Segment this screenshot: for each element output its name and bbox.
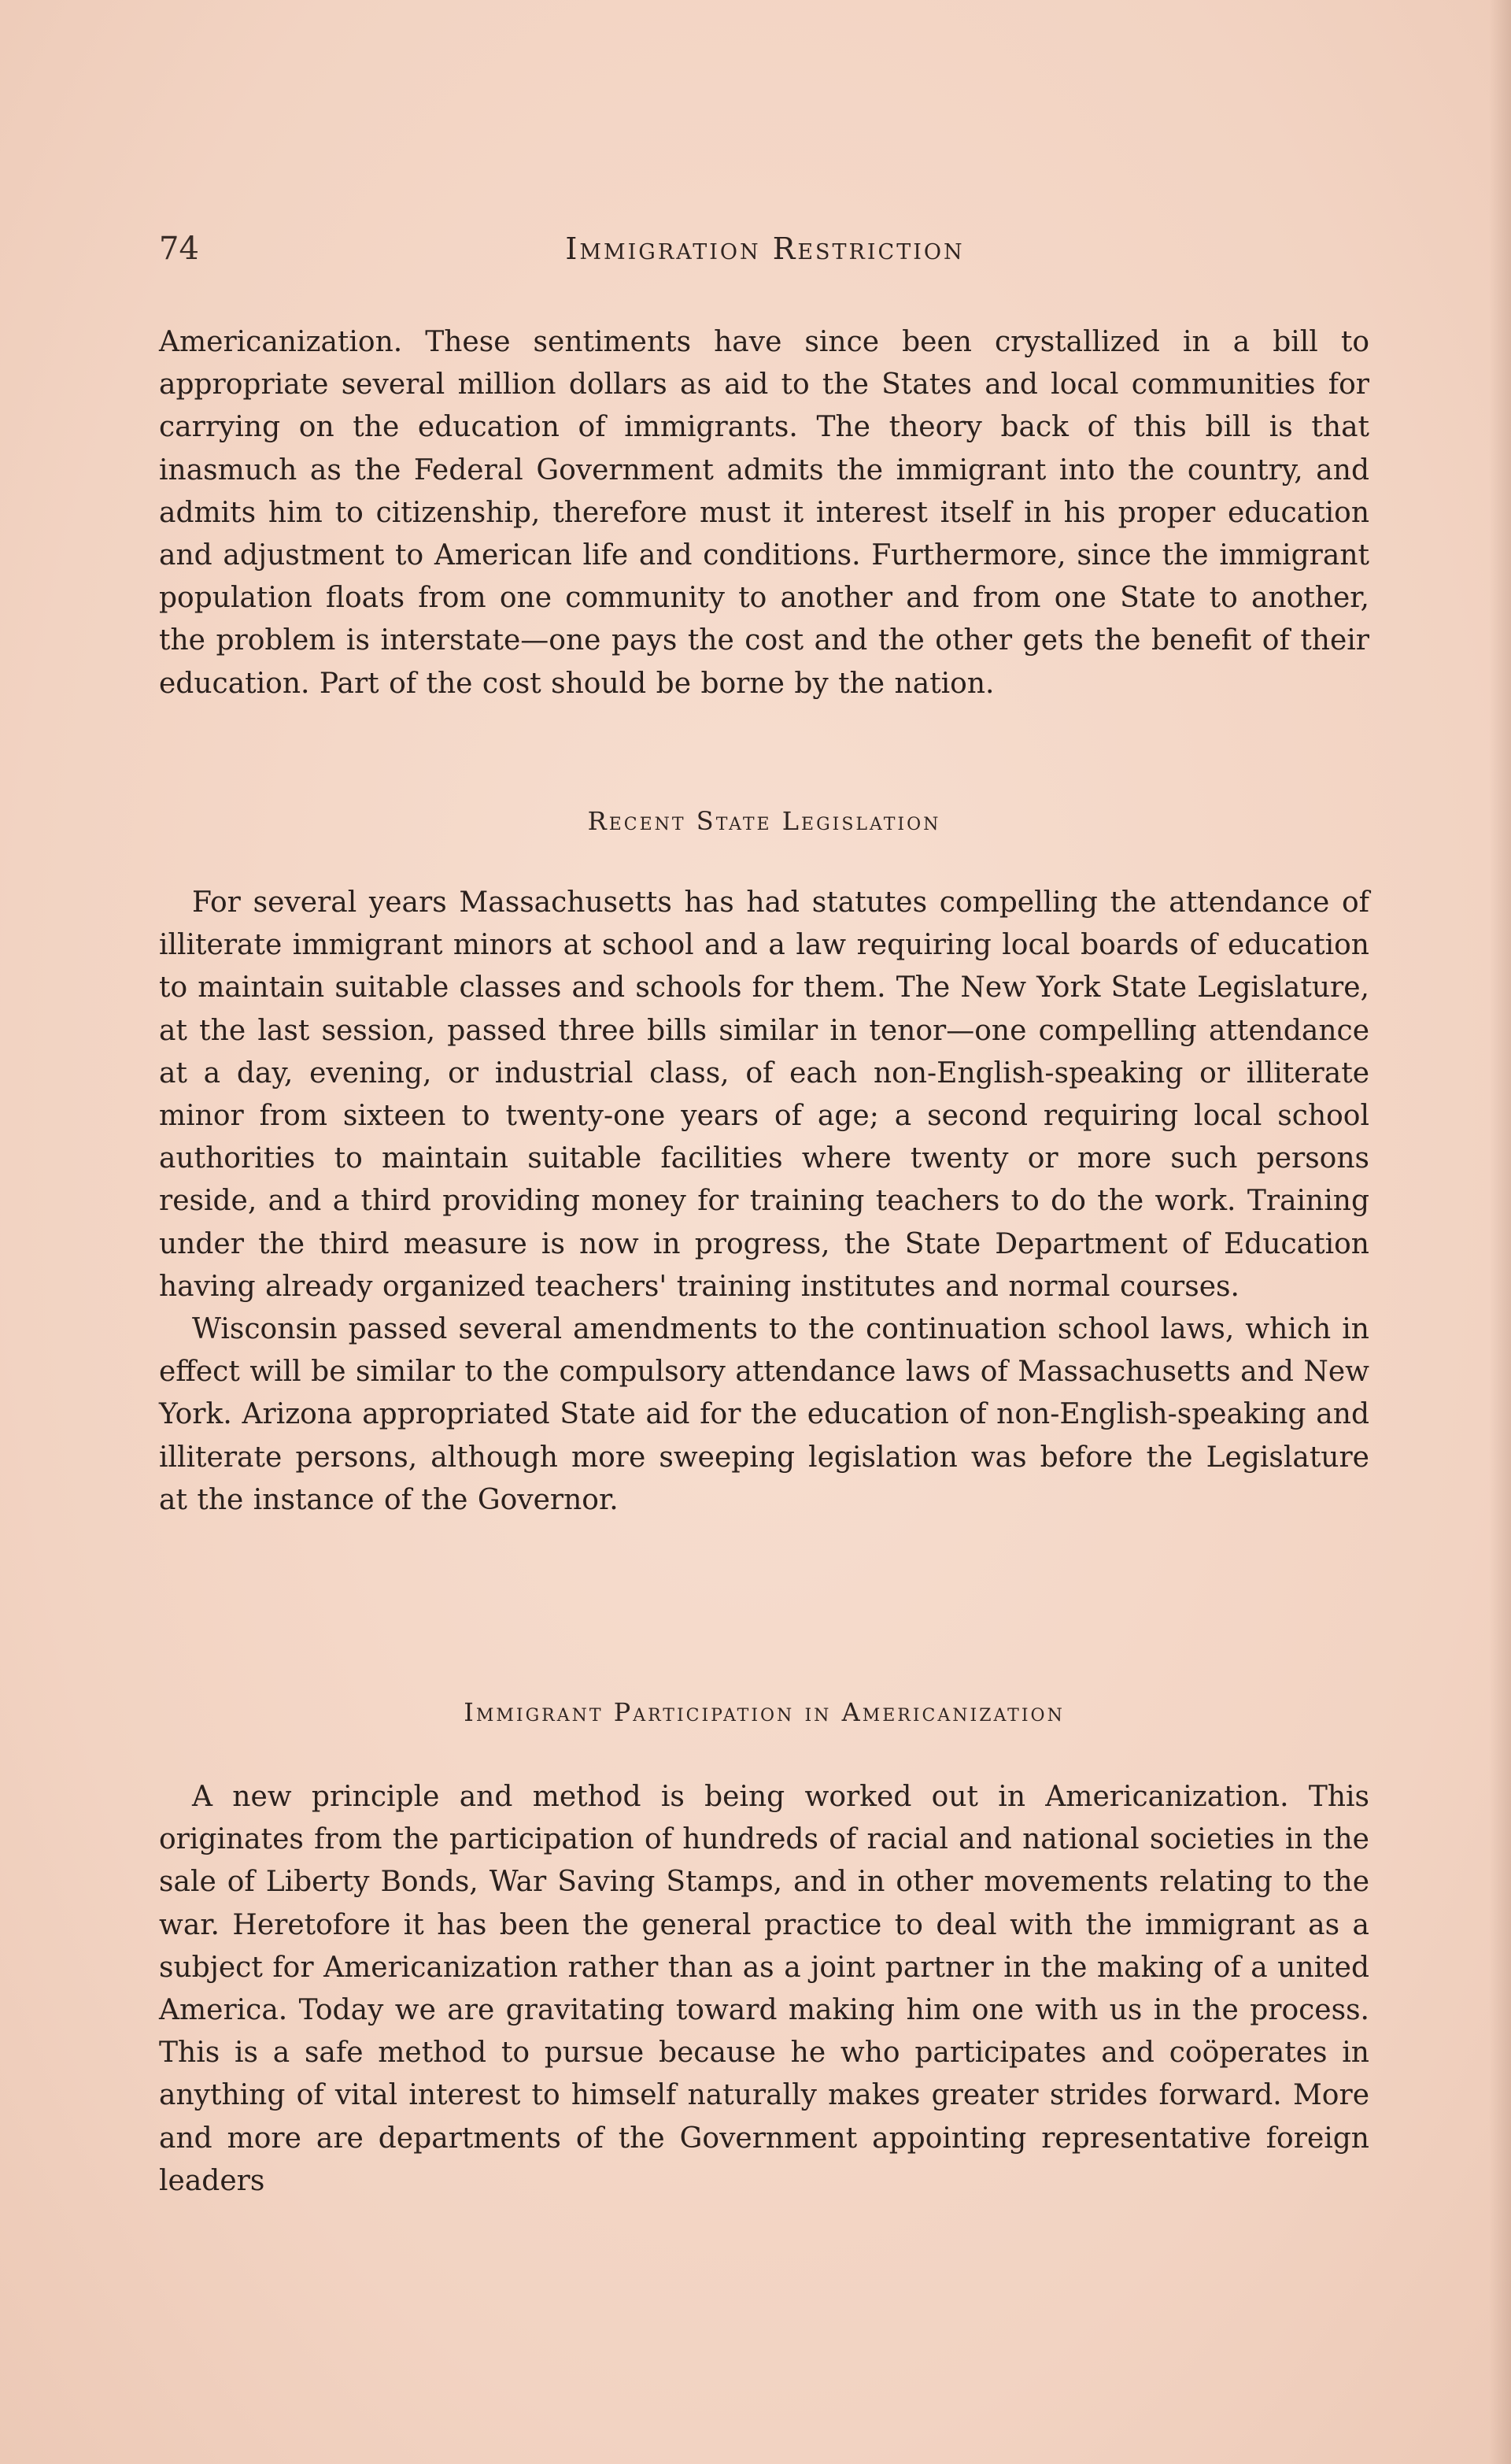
section-2-block	[159, 1776, 1369, 2203]
section-1-paragraph-2: Wisconsin passed several amendments to the continuation school laws, which in effect will be similar to the compulsory attendance laws of Massachusetts and New York. Arizona appropriated State aid for the education of non-English-speaking and illiterate persons, although more sweeping legislation was before the Legislature at the instance of the Governor.	[159, 1313, 1369, 1516]
running-head	[159, 225, 1371, 272]
page-edge-shadow	[1489, 0, 1511, 2464]
section-heading-recent-state-legislation: Recent State Legislation	[587, 806, 941, 836]
opening-paragraph: Americanization. These sentiments have since been crystallized in a bill to appropriate several million dollars as aid to the States and local communities for carrying on the education of immigrants. The theory back of this bill is that inasmuch as the Federal Government admits the immigrant into the country, and admits him to citizenship, therefore must it interest itself in his proper education and adjustment to American life and conditions. Furthermore, since the immigrant population floats from one community to another and from one State to another, the problem is interstate—one pays the cost and the other gets the benefit of their education. Part of the cost should be borne by the nation.	[159, 326, 1369, 700]
page-number: 74	[159, 231, 199, 267]
section-heading-immigrant-participation: Immigrant Participation in Americanization	[464, 1697, 1065, 1727]
section-1-block	[159, 882, 1369, 1522]
section-2-paragraph-1: A new principle and method is being worked out in Americanization. This originates from the participation of hundreds of racial and national societies in the sale of Liberty Bonds, War Saving Stamps, and in other movements relating to the war. Heretofore it has been the general practice to deal with the immigrant as a subject for Americanization rather than as a joint partner in the making of a united America. Today we are gravitating toward making him one with us in the process. This is a safe method to pursue because he who participates and coöperates in anything of vital interest to himself naturally makes greater strides forward. More and more are departments of the Government appointing representative foreign leaders	[159, 1781, 1369, 2197]
opening-paragraph-block	[159, 321, 1369, 705]
section-1-paragraph-1: For several years Massachusetts has had statutes compelling the attendance of illiterate immigrant minors at school and a law requiring local boards of education to maintain suitable classes and schools for them. The New York State Legislature, at the last session, passed three bills similar in tenor—one compelling attendance at a day, evening, or industrial class, of each non-English-speaking or illiterate minor from sixteen to twenty-one years of age; a second requiring local school authorities to maintain suitable facilities where twenty or more such persons reside, and a third providing money for training teachers to do the work. Training under the third measure is now in progress, the State Department of Education having already organized teachers' training institutes and normal courses.	[159, 886, 1369, 1303]
running-title: Immigration Restriction	[565, 231, 965, 266]
